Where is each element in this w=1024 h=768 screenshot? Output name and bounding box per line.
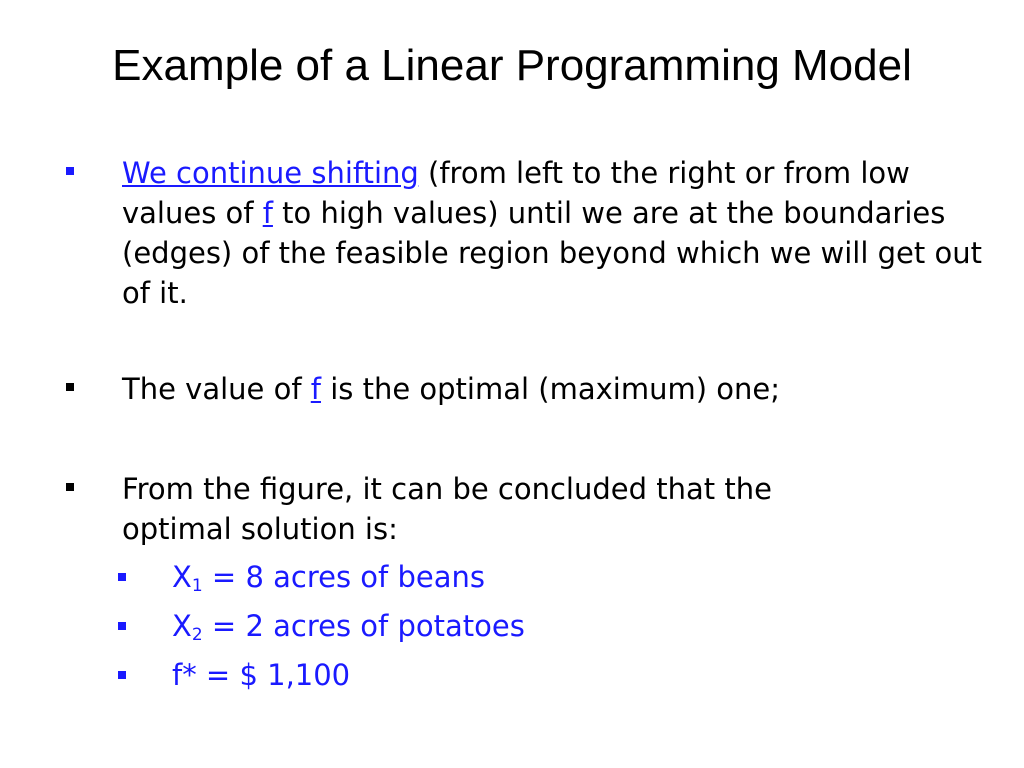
sub-marker-1 xyxy=(118,573,126,581)
solution-x2 xyxy=(172,606,525,646)
bullet-3 xyxy=(122,469,882,549)
solution-x1 xyxy=(172,557,485,597)
bullet-marker-3 xyxy=(66,483,74,491)
sub-marker-2 xyxy=(118,622,126,630)
bullet-1-text-a: (from left to the right or from low values of xyxy=(122,156,910,230)
solution-x2-var: X xyxy=(172,609,192,643)
sub-marker-3 xyxy=(118,671,126,679)
continue-shifting-link[interactable]: We continue shifting xyxy=(122,156,419,190)
f-link-2[interactable]: f xyxy=(310,372,321,406)
solution-x2-rest: = 2 acres of potatoes xyxy=(202,609,525,643)
solution-x1-rest: = 8 acres of beans xyxy=(202,560,485,594)
bullet-marker-2 xyxy=(66,383,74,391)
bullet-3-text: From the figure, it can be concluded that the optimal solution is: xyxy=(122,472,772,546)
solution-f-text: f* = $ 1,100 xyxy=(172,658,351,692)
solution-x2-sub: 2 xyxy=(191,625,203,645)
bullet-1-text-b: to high values) until we are at the boundaries (edges) of the feasible region beyond which we will get out of it. xyxy=(122,196,982,310)
bullet-2 xyxy=(122,369,1002,409)
bullet-1 xyxy=(122,153,1002,313)
bullet-marker-1 xyxy=(66,167,74,175)
solution-f xyxy=(172,655,350,695)
slide-title: Example of a Linear Programming Model xyxy=(112,41,912,90)
solution-x1-var: X xyxy=(172,560,192,594)
f-link-1[interactable]: f xyxy=(262,196,273,230)
bullet-2-text-b: is the optimal (maximum) one; xyxy=(320,372,780,406)
bullet-2-text-a: The value of xyxy=(122,372,311,406)
solution-x1-sub: 1 xyxy=(191,576,203,596)
